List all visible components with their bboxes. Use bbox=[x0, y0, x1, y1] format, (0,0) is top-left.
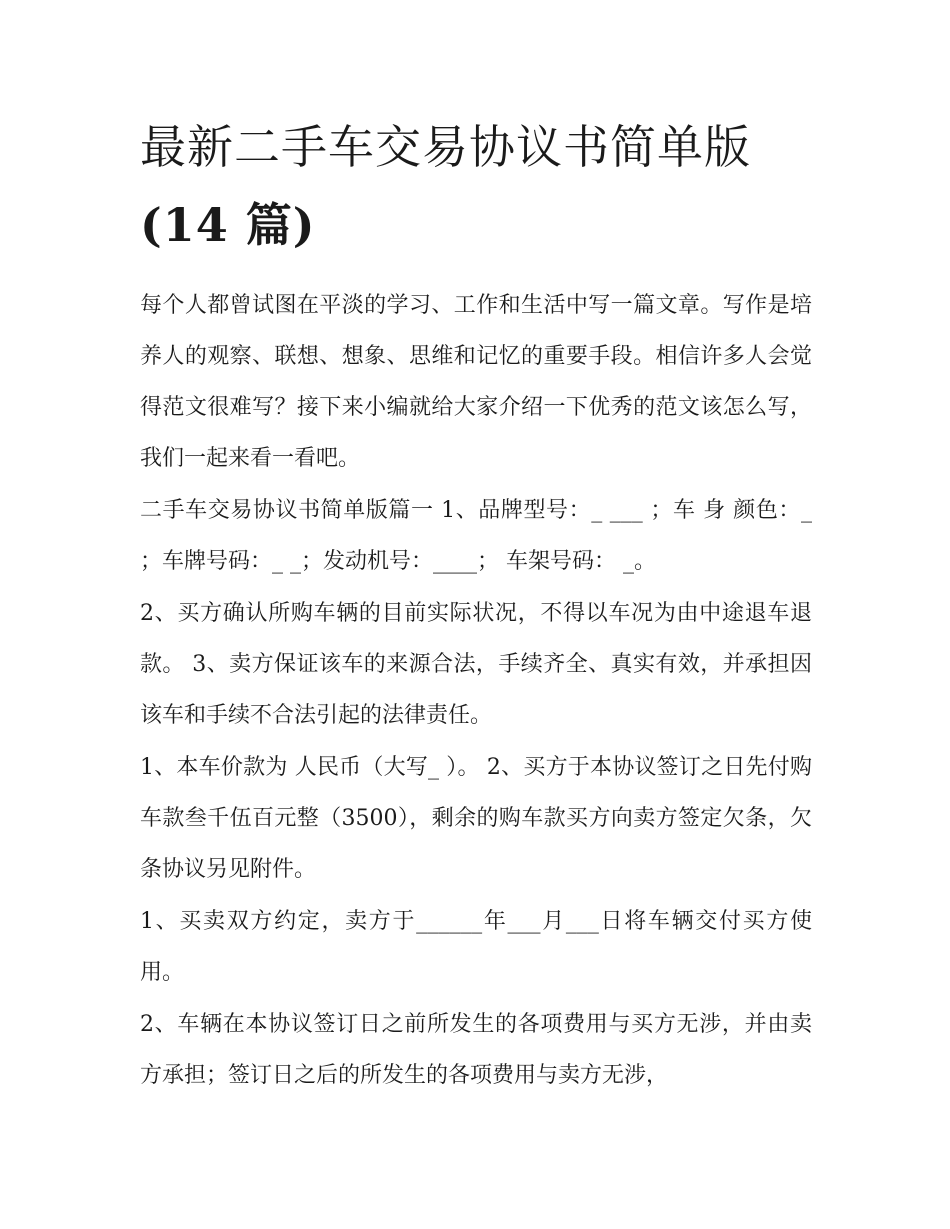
price-paragraph: 1、本车价款为 人民币（大写_ ）。 2、买方于本协议签订之日先付购车款叁千伍百元整（3500），剩余的购车款买方向卖方签定欠条，欠条协议另见附件。 bbox=[140, 755, 812, 882]
title-line-1: 最新二手车交易协议书简单版 bbox=[140, 120, 751, 174]
title-line-2: (14 篇) bbox=[140, 198, 316, 252]
delivery-paragraph: 1、买卖双方约定，卖方于______年___月___日将车辆交付买方使用。 bbox=[140, 909, 812, 985]
vehicle-condition-paragraph: 2、买方确认所购车辆的目前实际状况，不得以车况为由中途退车退款。 3、卖方保证该车的来源合法，手续齐全、真实有效，并承担因该车和手续不合法引起的法律责任。 bbox=[140, 601, 812, 728]
vehicle-info-paragraph: 二手车交易协议书简单版篇一 1、品牌型号：_ ___ ；车 身 颜色：_ ；车牌号码：_ _；发动机号：____； 车架号码： _。 bbox=[140, 498, 812, 574]
document-body bbox=[140, 108, 812, 1101]
intro-paragraph: 每个人都曾试图在平淡的学习、工作和生活中写一篇文章。写作是培养人的观察、联想、想象、思维和记忆的重要手段。相信许多人会觉得范文很难写？接下来小编就给大家介绍一下优秀的范文该怎么写，我们一起来看一看吧。 bbox=[140, 293, 812, 471]
document-title bbox=[140, 108, 812, 264]
fees-paragraph: 2、车辆在本协议签订日之前所发生的各项费用与买方无涉，并由卖方承担；签订日之后的所发生的各项费用与卖方无涉， bbox=[140, 1012, 812, 1088]
